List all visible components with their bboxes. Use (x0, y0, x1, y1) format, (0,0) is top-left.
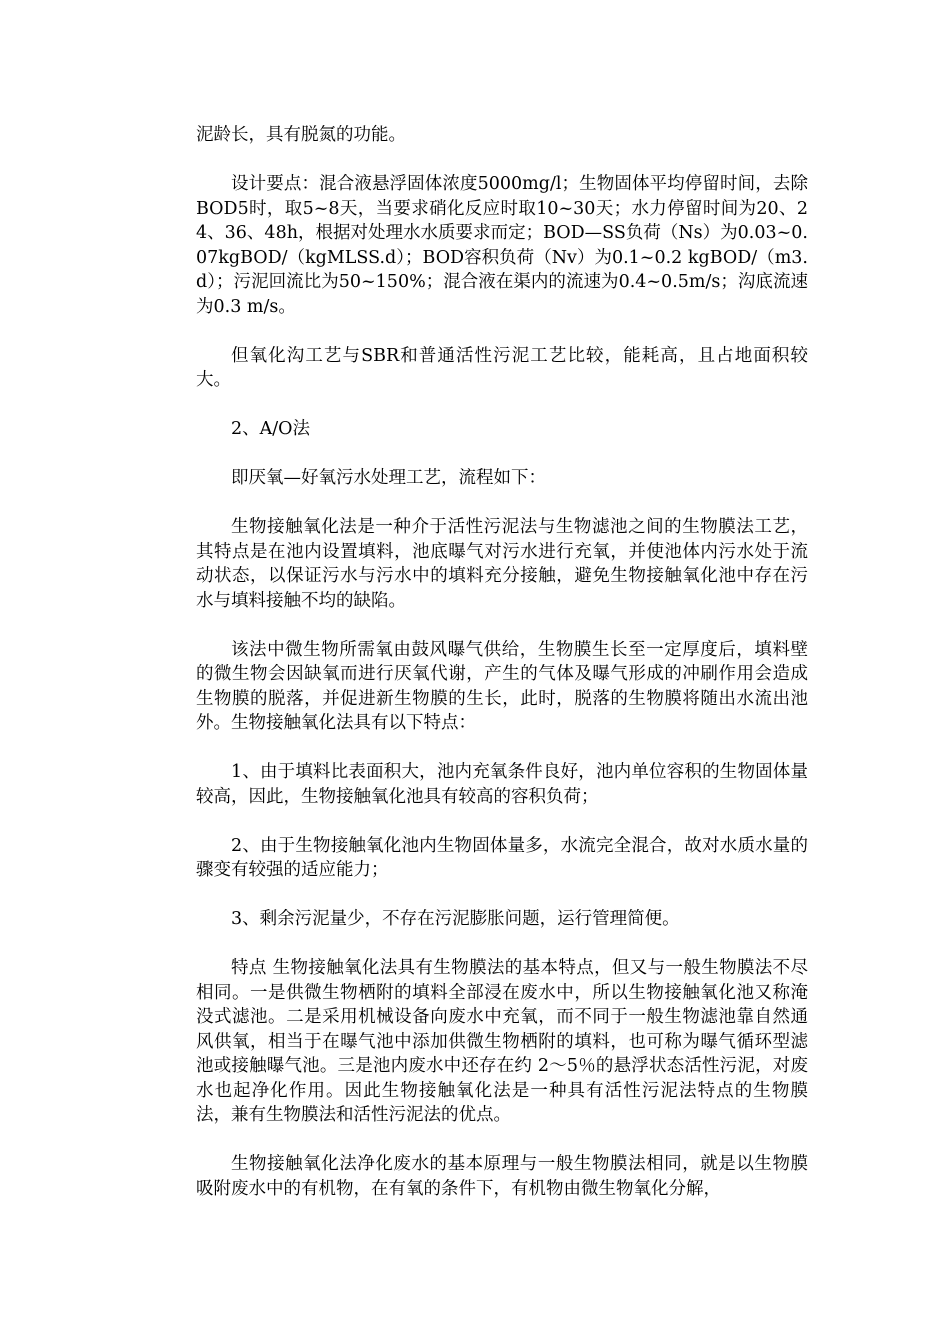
paragraph-characteristics: 特点 生物接触氧化法具有生物膜法的基本特点，但又与一般生物膜法不尽相同。一是供微生物栖附的填料全部浸在废水中，所以生物接触氧化池又称淹没式滤池。二是采用机械设备向废水中充氧，而不同于一般生物滤池靠自然通风供氧，相当于在曝气池中添加供微生物栖附的填料，也可称为曝气循环型滤池或接触曝气池。三是池内废水中还存在约 2～5％的悬浮状态活性污泥，对废水也起净化作用。因此生物接触氧化法是一种具有活性污泥法特点的生物膜法，兼有生物膜法和活性污泥法的优点。 (196, 958, 808, 1125)
paragraph-contact-oxidation-intro: 生物接触氧化法是一种介于活性污泥法与生物滤池之间的生物膜法工艺，其特点是在池内设置填料，池底曝气对污水进行充氧，并使池体内污水处于流动状态，以保证污水与污水中的填料充分接触，避免生物接触氧化池中存在污水与填料接触不均的缺陷。 (196, 517, 808, 611)
paragraph-oxidation-ditch-drawback: 但氧化沟工艺与SBR和普通活性污泥工艺比较，能耗高，且占地面积较大。 (196, 345, 808, 390)
list-item-feature-1: 1、由于填料比表面积大，池内充氧条件良好，池内单位容积的生物固体量较高，因此，生物接触氧化池具有较高的容积负荷； (196, 762, 808, 807)
paragraph-design-points: 设计要点：混合液悬浮固体浓度5000mg/l；生物固体平均停留时间，去除BOD5时，取5~8天，当要求硝化反应时取10~30天；水力停留时间为20、24、36、48h，根据对处理水水质要求而定；BOD—SS负荷（Ns）为0.03~0.07kgBOD/（kgMLSS.d）；BOD容积负荷（Nv）为0.1~0.2 kgBOD/（m3.d）；污泥回流比为50~150%；混合液在渠内的流速为0.4~0.5m/s；沟底流速为0.3 m/s。 (196, 174, 808, 317)
list-item-feature-3: 3、剩余污泥量少，不存在污泥膨胀问题，运行管理简便。 (231, 909, 680, 929)
paragraph-oxygen-supply: 该法中微生物所需氧由鼓风曝气供给，生物膜生长至一定厚度后，填料壁的微生物会因缺氧而进行厌氧代谢，产生的气体及曝气形成的冲刷作用会造成生物膜的脱落，并促进新生物膜的生长，此时，脱落的生物膜将随出水流出池外。生物接触氧化法具有以下特点： (196, 639, 808, 733)
paragraph-continuation: 泥龄长，具有脱氮的功能。 (196, 125, 406, 145)
section-heading-ao: 2、A/O法 (231, 419, 311, 439)
paragraph-ao-intro: 即厌氧—好氧污水处理工艺，流程如下： (231, 468, 546, 488)
paragraph-principle: 生物接触氧化法净化废水的基本原理与一般生物膜法相同，就是以生物膜吸附废水中的有机物，在有氧的条件下，有机物由微生物氧化分解， (196, 1154, 808, 1199)
list-item-feature-2: 2、由于生物接触氧化池内生物固体量多，水流完全混合，故对水质水量的骤变有较强的适应能力； (196, 835, 808, 880)
document-body (196, 119, 808, 1226)
